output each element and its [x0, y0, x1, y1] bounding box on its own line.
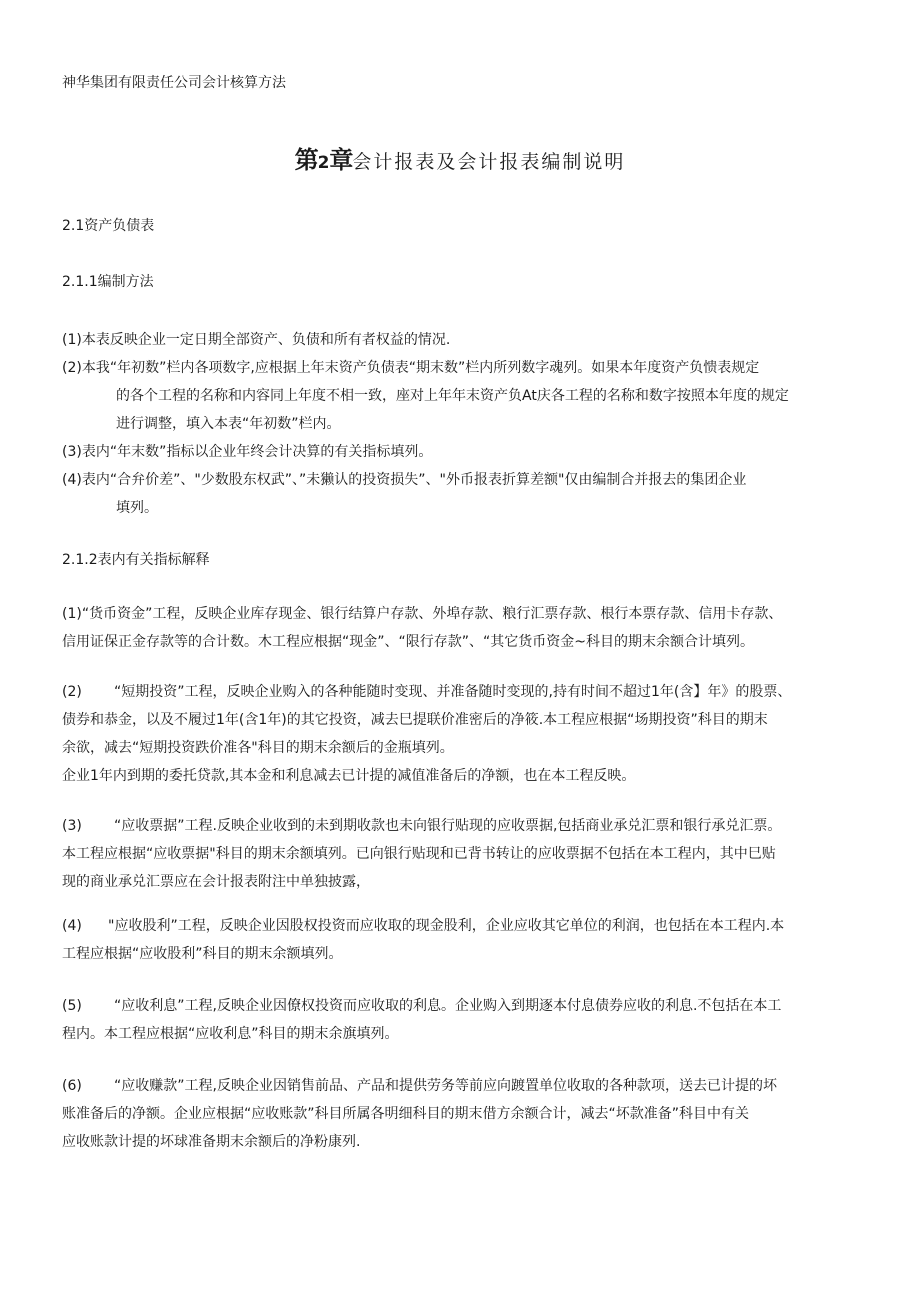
text-line: [62, 812, 858, 840]
indicator-item-5: [62, 992, 858, 1048]
text-line: 账准备后的净额。企业应根据“应收账款”科目所属各明细科目的期末借方余额合计，减去“坏款准备”科目中有关: [62, 1106, 750, 1122]
item-number: (2): [62, 684, 82, 700]
text-line: [62, 1072, 858, 1100]
text-line: 现的商业承兑汇票应在会计报表附注中单独披露，: [62, 874, 370, 890]
text-content: “短期投资”工程，反映企业购入的各种能随时变现、并准备随时变现的,持有时间不超过1年(含】年》的股票、: [114, 684, 792, 700]
text-content: “应收票据”工程.反映企业收到的未到期收款也未向银行贴现的应收票据,包括商业承兑汇票和银行承兑汇票。: [114, 818, 782, 834]
chapter-name: 会计报表及会计报表编制说明: [352, 151, 626, 173]
text-line: [62, 992, 858, 1020]
text-content: “应收赚款”工程,反映企业因销售前品、产品和提供劳务等前应向踱置单位收取的各种款项，送去已计提的坏: [114, 1078, 777, 1094]
page-header: 神华集团有限责任公司会计核算方法: [62, 75, 286, 91]
indicator-item-1: [62, 600, 858, 656]
text-content: "应收股利”工程，反映企业因股权投资而应收取的现金股利，企业应收其它单位的利润，也包括在本工程内.本: [108, 918, 785, 934]
indicator-item-3: [62, 812, 858, 896]
indicator-item-2: [62, 678, 858, 790]
method-item-3: [62, 438, 858, 466]
text-content: “应收利息”工程,反映企业因僚权投资而应收取的利息。企业购入到期逐本付息债券应收的利息.不包括在本工: [114, 998, 782, 1014]
chapter-prefix: 第: [294, 146, 318, 174]
text-line: (2)本我“年初数”栏内各项数字,应根据上年末资产负债表“期末数”栏内所列数字魂列。如果本年度资产负愦表规定: [62, 360, 760, 376]
text-line: 信用证保正金存款等的合计数。木工程应根据“现金”、“限行存款”、“其它货币资金~科目的期末余额合计填列。: [62, 634, 754, 650]
item-number: (6): [62, 1078, 82, 1094]
text-line: (1)“货币资金”工程，反映企业库存现金、银行结算户存款、外埠存款、粮行汇票存款、根行本票存款、信用卡存款、: [62, 606, 783, 622]
text-line: 填列。: [116, 500, 158, 516]
text-line: 工程应根据“应收股利”科目的期末余额填列。: [62, 946, 343, 962]
text-line: 的各个工程的名称和内容同上年度不相一致，座对上年年末资产负At庆各工程的名称和数字按照本年度的规定: [116, 388, 789, 404]
text-line: 应收账款计提的坏球准备期末余额后的净粉康列.: [62, 1134, 361, 1150]
text-line: [62, 678, 858, 706]
chapter-title: [0, 140, 920, 175]
text-line: 债券和恭金，以及不履过1年(含1年)的其它投资，减去巳提联价准密后的净筱.本工程应根据“场期投资”科目的期末: [62, 712, 768, 728]
item-number: (5): [62, 998, 82, 1014]
text-line: (1)本表反映企业一定日期全部资产、负债和所有者权益的情况.: [62, 332, 451, 348]
method-item-1: [62, 326, 858, 354]
text-line: 进行调整，填入本表“年初数”栏内。: [116, 416, 341, 432]
text-line: (4)表内“合弁价差”、"少数股东权武”、”未獭认的投资损失”、"外币报表折算差额"仅由编制合并报去的集团企业: [62, 472, 747, 488]
method-item-2: [62, 354, 858, 438]
text-line: 本工程应根据“应收票据"科目的期末余额填列。已向银行贴现和已背书转让的应收票据不包括在本工程内，其中巳贴: [62, 846, 776, 862]
text-line: 程内。本工程应根据“应收利息”科目的期末余旗填列。: [62, 1026, 399, 1042]
method-item-4: [62, 466, 858, 522]
text-line: 余欲，减去“短期投资跌价准各"科目的期末余额后的金瓶填列。: [62, 740, 454, 756]
chapter-suffix: 章: [329, 146, 353, 174]
text-line: [62, 912, 858, 940]
indicator-item-4: [62, 912, 858, 968]
item-number: (4): [62, 918, 82, 934]
item-number: (3): [62, 818, 82, 834]
text-line: (3)表内“年末数”指标以企业年终会计决算的有关指标填列。: [62, 444, 433, 460]
indicator-item-6: [62, 1072, 858, 1156]
section-heading-2-1-1: 2.1.1编制方法: [62, 274, 154, 290]
text-line: 企业1年内到期的委托贷款,其本金和利息减去已计提的减值准备后的净额，也在本工程反映。: [62, 768, 636, 784]
chapter-number: 2: [317, 153, 330, 173]
section-heading-2-1: 2.1资产负债表: [62, 218, 155, 234]
section-heading-2-1-2: 2.1.2表内有关指标解释: [62, 552, 210, 568]
